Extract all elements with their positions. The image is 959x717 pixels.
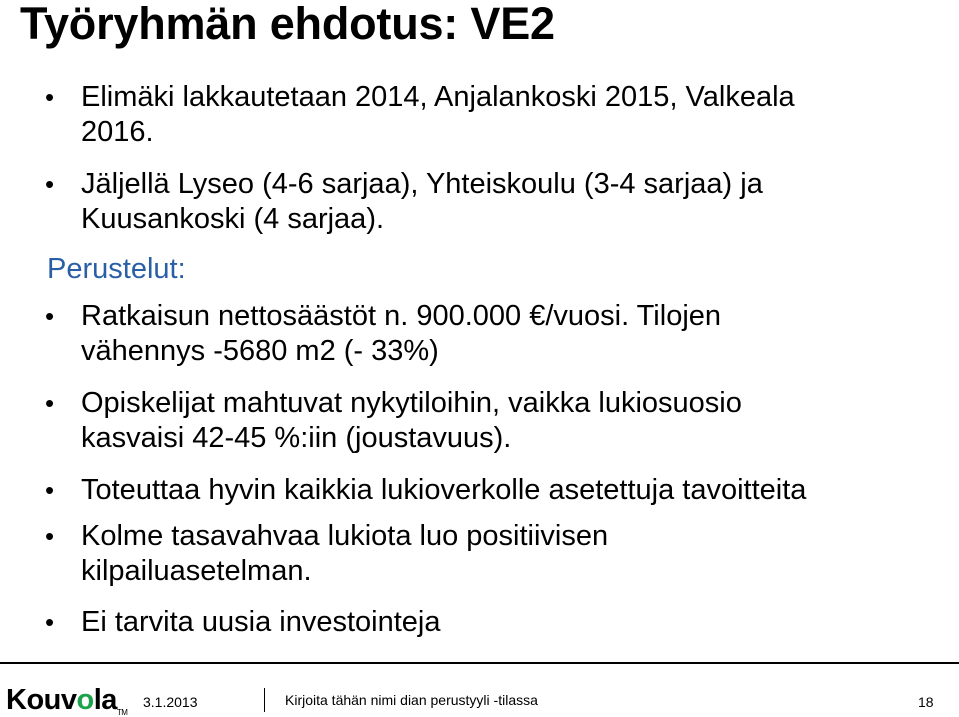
kouvola-logo: [6, 684, 127, 717]
bullet-item: [45, 167, 951, 237]
page-number: 18: [918, 694, 934, 710]
bullet-line: vähennys -5680 m2 (- 33%): [81, 335, 439, 367]
bullet-item: [45, 299, 951, 369]
bullet-item: [45, 80, 951, 150]
bullet-line: Jäljellä Lyseo (4-6 sarjaa), Yhteiskoulu (3-4 sarjaa) ja: [81, 168, 763, 200]
bullet-item: [45, 386, 951, 456]
slide-title: Työryhmän ehdotus: VE2: [20, 0, 555, 49]
logo-accent-o: o: [76, 684, 94, 716]
bullet-glyph: •: [45, 607, 55, 637]
bullet-glyph: •: [45, 475, 55, 505]
bullet-line: Toteuttaa hyvin kaikkia lukioverkolle asetettuja tavoitteita: [81, 474, 807, 506]
bullet-line: Opiskelijat mahtuvat nykytiloihin, vaikka lukiosuosio: [81, 387, 742, 419]
logo-text: la: [93, 684, 117, 716]
bullet-line: kilpailuasetelman.: [81, 555, 312, 587]
logo-trademark: TM: [116, 708, 128, 717]
logo-text: Kouv: [6, 684, 77, 716]
bullet-line: Kolme tasavahvaa lukiota luo positiivisen: [81, 520, 609, 552]
bullet-glyph: •: [45, 521, 55, 551]
bullet-glyph: •: [45, 169, 55, 199]
footer-date: 3.1.2013: [143, 694, 198, 710]
bullet-line: Elimäki lakkautetaan 2014, Anjalankoski 2015, Valkeala: [81, 81, 795, 113]
bullet-item: [45, 519, 951, 589]
slide-footer: [0, 664, 959, 717]
bullet-item: [45, 473, 951, 508]
bullet-line: Ei tarvita uusia investointeja: [81, 606, 441, 638]
bullet-line: 2016.: [81, 116, 154, 148]
bullet-glyph: •: [45, 301, 55, 331]
bullet-line: Kuusankoski (4 sarjaa).: [81, 203, 385, 235]
footer-text: Kirjoita tähän nimi dian perustyyli -tilassa: [285, 692, 538, 708]
bullet-line: kasvaisi 42-45 %:iin (joustavuus).: [81, 422, 512, 454]
bullet-glyph: •: [45, 388, 55, 418]
section-heading: Perustelut:: [47, 253, 186, 285]
bullet-glyph: •: [45, 82, 55, 112]
bullet-line: Ratkaisun nettosäästöt n. 900.000 €/vuosi. Tilojen: [81, 300, 722, 332]
footer-separator: [264, 688, 265, 712]
bullet-item: [45, 605, 951, 640]
